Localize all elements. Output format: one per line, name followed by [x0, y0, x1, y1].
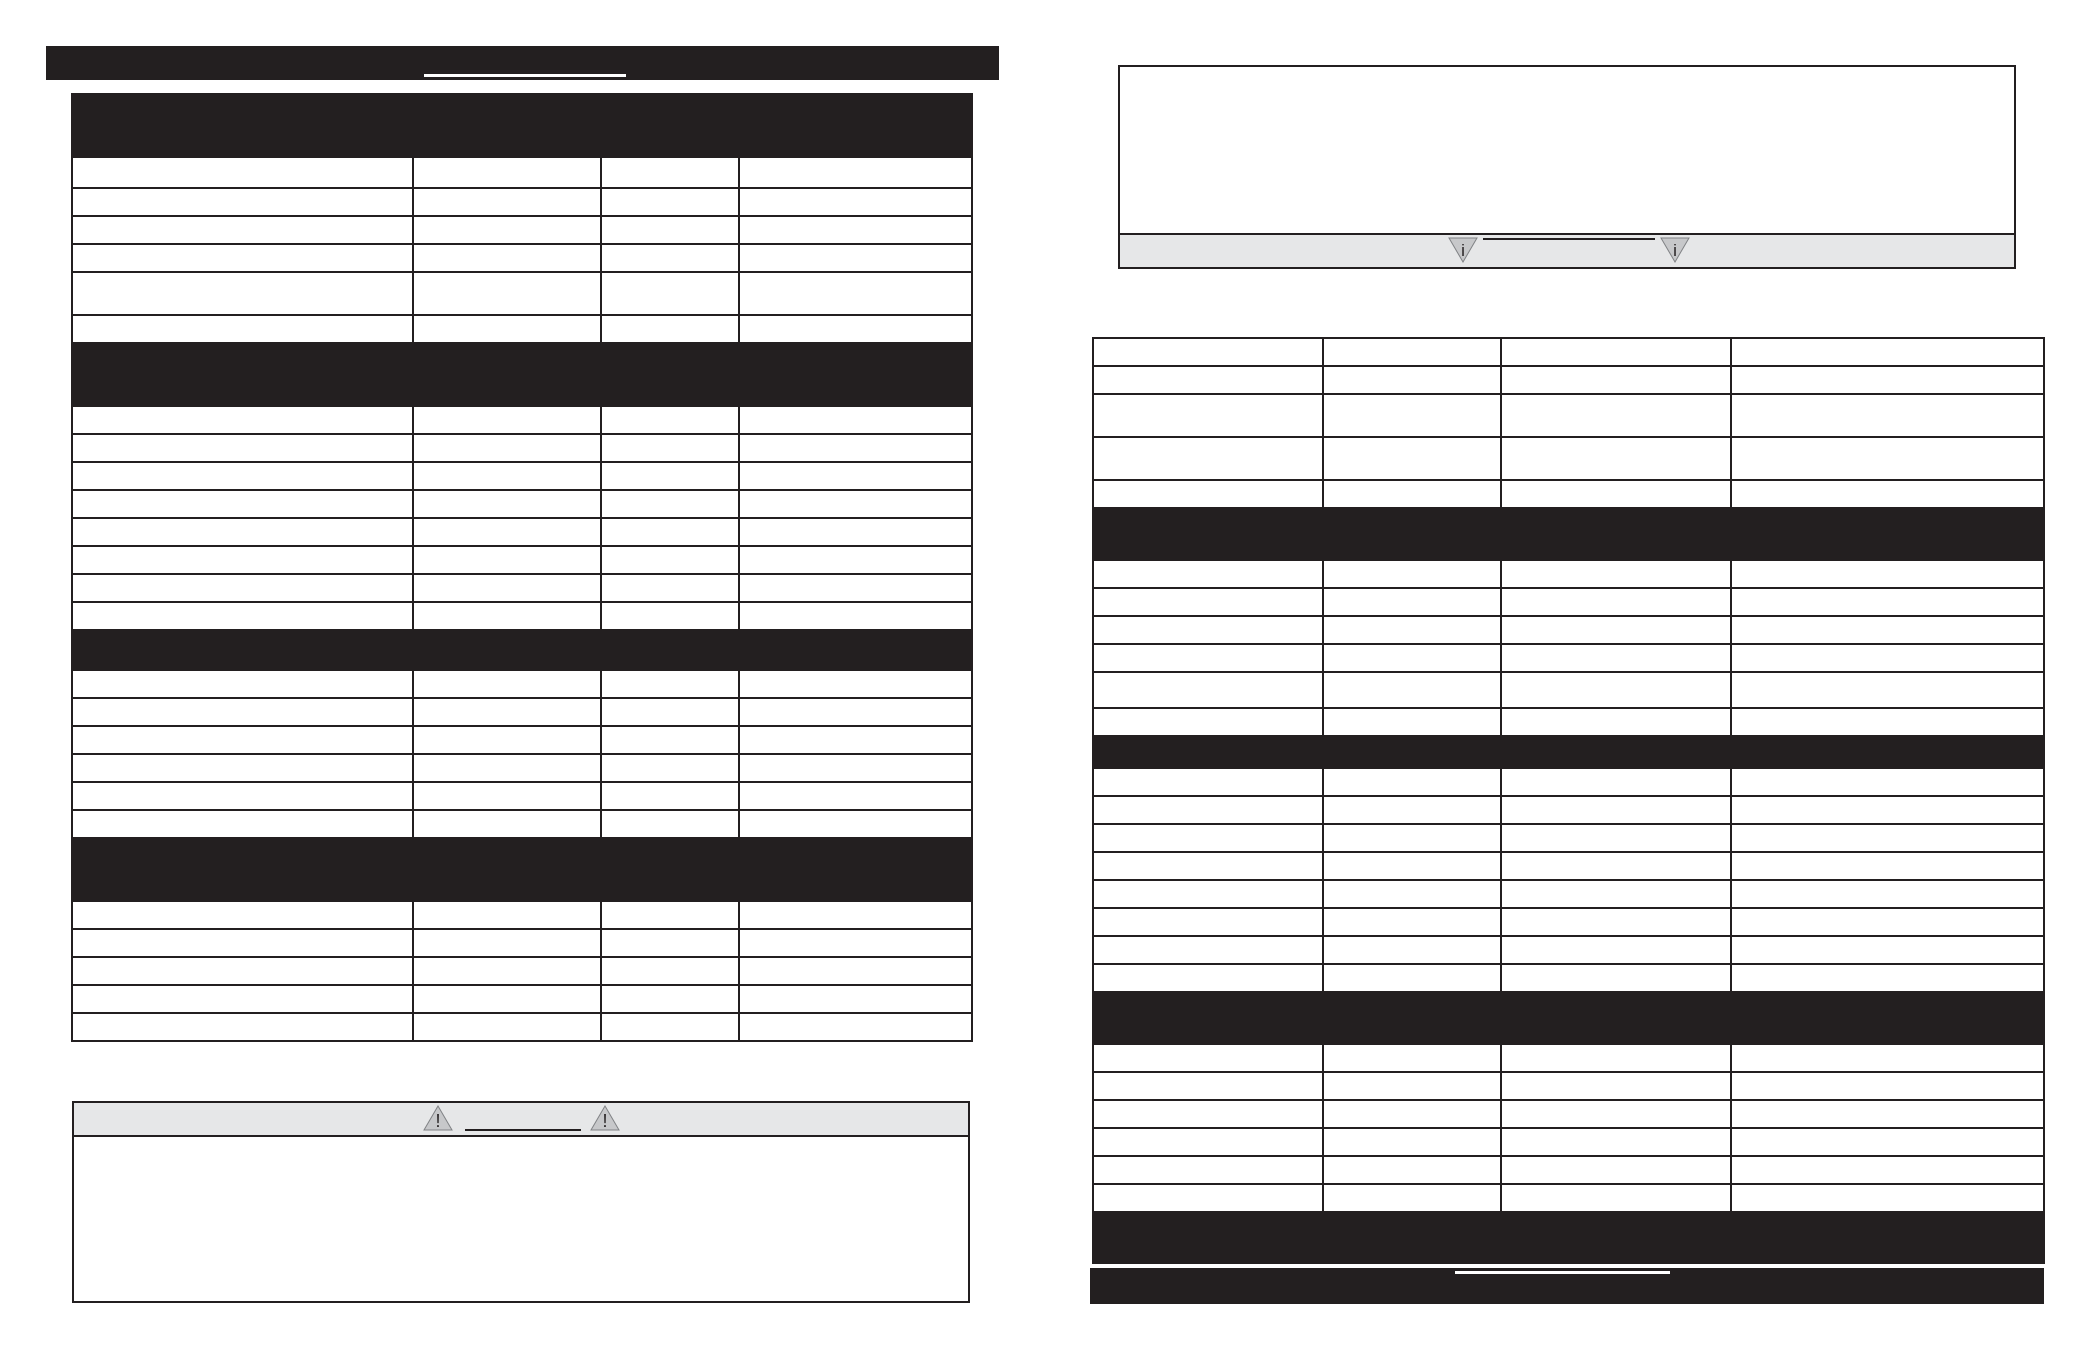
table-row: [72, 188, 972, 216]
table-row: [72, 434, 972, 462]
section-header: [1093, 992, 2044, 1044]
table-row: [72, 782, 972, 810]
table-row: [1093, 560, 2044, 588]
left-header-underline: [424, 74, 626, 77]
left-spec-table: [71, 93, 973, 1042]
table-row: [1093, 616, 2044, 644]
table-row: [72, 315, 972, 343]
warning-triangle-icon: [423, 1105, 453, 1131]
section-header: [72, 838, 972, 901]
caution-title-underline: [465, 1129, 581, 1131]
table-row: [72, 462, 972, 490]
table-row: [72, 957, 972, 985]
section-header: [72, 630, 972, 670]
table-row: [72, 490, 972, 518]
table-row: [1093, 672, 2044, 708]
table-row: [72, 901, 972, 929]
table-row: [72, 244, 972, 272]
table-row: [1093, 1184, 2044, 1212]
table-row: [1093, 437, 2044, 480]
info-triangle-icon: [1660, 237, 1690, 263]
table-row: [72, 754, 972, 782]
section-header: [1093, 736, 2044, 768]
table-row: [72, 518, 972, 546]
table-row: [72, 670, 972, 698]
table-row: [1093, 796, 2044, 824]
table-row: [1093, 588, 2044, 616]
info-notice: [1118, 65, 2016, 269]
table-row: [72, 985, 972, 1013]
section-header: [72, 94, 972, 157]
table-row: [72, 574, 972, 602]
table-row: [1093, 338, 2044, 366]
table-row: [1093, 1128, 2044, 1156]
table-row: [72, 1013, 972, 1041]
svg-text:i: i: [1673, 241, 1677, 260]
info-triangle-icon: [1448, 237, 1478, 263]
table-row: [1093, 394, 2044, 437]
table-row: [72, 272, 972, 315]
table-row: [72, 157, 972, 188]
right-footer-underline: [1455, 1271, 1670, 1274]
table-row: [1093, 1156, 2044, 1184]
info-notice-band: [1120, 233, 2014, 267]
table-row: [1093, 1044, 2044, 1072]
table-row: [1093, 1072, 2044, 1100]
table-row: [72, 216, 972, 244]
table-row: [1093, 964, 2044, 992]
table-row: [72, 406, 972, 434]
table-row: [1093, 644, 2044, 672]
right-footer-bar: [1090, 1268, 2044, 1304]
warning-triangle-icon: [590, 1105, 620, 1131]
table-row: [1093, 1100, 2044, 1128]
table-row: [1093, 768, 2044, 796]
caution-notice: [72, 1101, 970, 1303]
table-row: [1093, 708, 2044, 736]
table-row: [1093, 936, 2044, 964]
table-row: [72, 602, 972, 630]
right-spec-table: [1092, 337, 2045, 1264]
table-row: [72, 810, 972, 838]
svg-text:!: !: [602, 1111, 608, 1131]
table-row: [1093, 880, 2044, 908]
section-header: [1093, 508, 2044, 560]
svg-text:i: i: [1461, 241, 1465, 260]
table-row: [72, 726, 972, 754]
table-row: [72, 546, 972, 574]
table-row: [1093, 852, 2044, 880]
table-row: [72, 698, 972, 726]
table-row: [1093, 824, 2044, 852]
svg-text:!: !: [435, 1111, 441, 1131]
table-row: [1093, 366, 2044, 394]
section-header: [1093, 1212, 2044, 1263]
table-row: [1093, 480, 2044, 508]
info-title-underline: [1483, 238, 1655, 240]
table-row: [1093, 908, 2044, 936]
caution-notice-band: [74, 1103, 968, 1137]
table-row: [72, 929, 972, 957]
section-header: [72, 343, 972, 406]
left-header-bar: [46, 46, 999, 80]
